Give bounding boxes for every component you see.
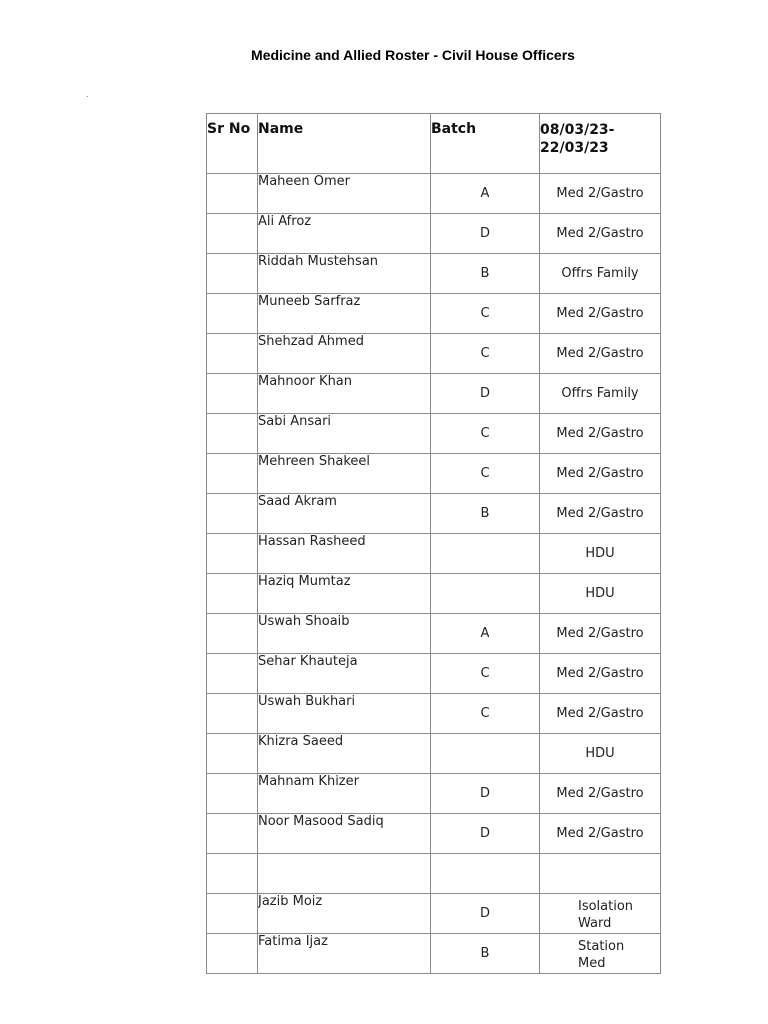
cell-sr-no bbox=[207, 454, 258, 494]
cell-posting: Med 2/Gastro bbox=[540, 414, 661, 454]
cell-posting: Med 2/Gastro bbox=[540, 294, 661, 334]
table-row bbox=[207, 894, 661, 934]
cell-name bbox=[258, 854, 431, 894]
cell-posting: Med 2/Gastro bbox=[540, 494, 661, 534]
cell-posting: Med 2/Gastro bbox=[540, 774, 661, 814]
cell-sr-no bbox=[207, 254, 258, 294]
cell-name: Khizra Saeed bbox=[258, 734, 431, 774]
cell-batch bbox=[431, 574, 540, 614]
cell-batch: D bbox=[431, 894, 540, 934]
cell-batch: C bbox=[431, 294, 540, 334]
cell-posting bbox=[540, 854, 661, 894]
cell-posting bbox=[540, 894, 661, 934]
header-batch: Batch bbox=[431, 114, 540, 174]
table-row bbox=[207, 214, 661, 254]
table-row bbox=[207, 574, 661, 614]
table-row bbox=[207, 614, 661, 654]
table-row bbox=[207, 654, 661, 694]
cell-name: Jazib Moiz bbox=[258, 894, 431, 934]
cell-sr-no bbox=[207, 614, 258, 654]
table-row bbox=[207, 254, 661, 294]
roster-body bbox=[207, 174, 661, 974]
table-row bbox=[207, 814, 661, 854]
cell-batch bbox=[431, 734, 540, 774]
cell-batch: D bbox=[431, 774, 540, 814]
cell-posting: Offrs Family bbox=[540, 374, 661, 414]
table-row bbox=[207, 294, 661, 334]
cell-posting: HDU bbox=[540, 574, 661, 614]
cell-posting: Med 2/Gastro bbox=[540, 454, 661, 494]
cell-sr-no bbox=[207, 654, 258, 694]
cell-batch: B bbox=[431, 494, 540, 534]
cell-sr-no bbox=[207, 774, 258, 814]
cell-sr-no bbox=[207, 334, 258, 374]
cell-posting-text: Station Med bbox=[578, 938, 625, 971]
table-header-row bbox=[207, 114, 661, 174]
cell-name: Riddah Mustehsan bbox=[258, 254, 431, 294]
cell-sr-no bbox=[207, 894, 258, 934]
header-name: Name bbox=[258, 114, 431, 174]
table-row bbox=[207, 454, 661, 494]
table-row bbox=[207, 174, 661, 214]
cell-posting: Med 2/Gastro bbox=[540, 334, 661, 374]
cell-name: Haziq Mumtaz bbox=[258, 574, 431, 614]
table-row bbox=[207, 494, 661, 534]
cell-posting-text: Isolation Ward bbox=[578, 898, 634, 931]
cell-name: Sehar Khauteja bbox=[258, 654, 431, 694]
cell-name: Maheen Omer bbox=[258, 174, 431, 214]
cell-posting: Offrs Family bbox=[540, 254, 661, 294]
roster-table bbox=[206, 113, 661, 974]
cell-sr-no bbox=[207, 534, 258, 574]
cell-batch: B bbox=[431, 254, 540, 294]
cell-batch: C bbox=[431, 414, 540, 454]
table-row bbox=[207, 854, 661, 894]
cell-name: Noor Masood Sadiq bbox=[258, 814, 431, 854]
cell-posting bbox=[540, 934, 661, 974]
cell-batch: D bbox=[431, 214, 540, 254]
cell-batch: D bbox=[431, 374, 540, 414]
cell-name: Hassan Rasheed bbox=[258, 534, 431, 574]
cell-name: Uswah Shoaib bbox=[258, 614, 431, 654]
cell-posting: Med 2/Gastro bbox=[540, 694, 661, 734]
cell-sr-no bbox=[207, 374, 258, 414]
table-row bbox=[207, 334, 661, 374]
cell-sr-no bbox=[207, 494, 258, 534]
table-row bbox=[207, 534, 661, 574]
cell-batch bbox=[431, 854, 540, 894]
header-sr-no: Sr No bbox=[207, 114, 258, 174]
cell-batch: C bbox=[431, 654, 540, 694]
cell-posting: HDU bbox=[540, 534, 661, 574]
stray-mark: . bbox=[86, 90, 89, 99]
table-row bbox=[207, 934, 661, 974]
cell-name: Shehzad Ahmed bbox=[258, 334, 431, 374]
cell-batch: A bbox=[431, 174, 540, 214]
cell-sr-no bbox=[207, 734, 258, 774]
cell-posting: Med 2/Gastro bbox=[540, 814, 661, 854]
cell-batch: B bbox=[431, 934, 540, 974]
cell-name: Mahnoor Khan bbox=[258, 374, 431, 414]
cell-name: Sabi Ansari bbox=[258, 414, 431, 454]
table-row bbox=[207, 374, 661, 414]
header-period: 08/03/23-22/03/23 bbox=[540, 114, 661, 174]
table-row bbox=[207, 694, 661, 734]
cell-sr-no bbox=[207, 934, 258, 974]
cell-batch: C bbox=[431, 334, 540, 374]
cell-posting: Med 2/Gastro bbox=[540, 614, 661, 654]
cell-name: Saad Akram bbox=[258, 494, 431, 534]
cell-sr-no bbox=[207, 294, 258, 334]
document-title: Medicine and Allied Roster - Civil House Officers bbox=[251, 47, 575, 63]
cell-posting: HDU bbox=[540, 734, 661, 774]
cell-name: Ali Afroz bbox=[258, 214, 431, 254]
cell-sr-no bbox=[207, 574, 258, 614]
cell-posting: Med 2/Gastro bbox=[540, 174, 661, 214]
table-row bbox=[207, 734, 661, 774]
cell-batch: A bbox=[431, 614, 540, 654]
table-row bbox=[207, 774, 661, 814]
cell-batch: C bbox=[431, 694, 540, 734]
cell-sr-no bbox=[207, 214, 258, 254]
cell-sr-no bbox=[207, 814, 258, 854]
cell-batch bbox=[431, 534, 540, 574]
cell-name: Muneeb Sarfraz bbox=[258, 294, 431, 334]
cell-posting: Med 2/Gastro bbox=[540, 654, 661, 694]
cell-sr-no bbox=[207, 414, 258, 454]
cell-name: Uswah Bukhari bbox=[258, 694, 431, 734]
cell-sr-no bbox=[207, 174, 258, 214]
cell-name: Fatima Ijaz bbox=[258, 934, 431, 974]
cell-batch: D bbox=[431, 814, 540, 854]
cell-sr-no bbox=[207, 854, 258, 894]
table-row bbox=[207, 414, 661, 454]
cell-sr-no bbox=[207, 694, 258, 734]
cell-name: Mehreen Shakeel bbox=[258, 454, 431, 494]
cell-posting: Med 2/Gastro bbox=[540, 214, 661, 254]
cell-batch: C bbox=[431, 454, 540, 494]
cell-name: Mahnam Khizer bbox=[258, 774, 431, 814]
